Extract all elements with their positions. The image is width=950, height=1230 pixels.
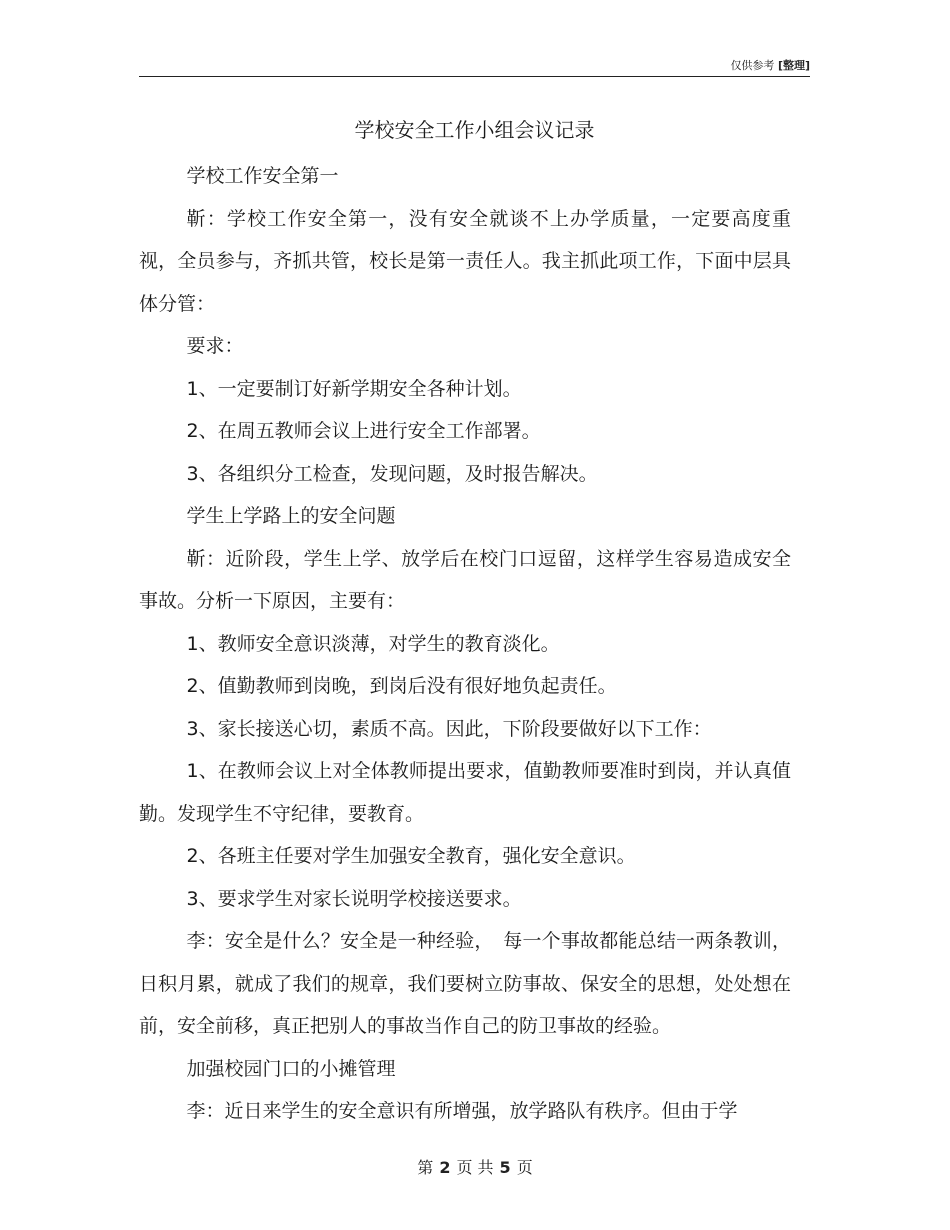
list-item: 1、一定要制订好新学期安全各种计划。 — [186, 377, 522, 400]
list-item: 3、各组织分工检查，发现问题，及时报告解决。 — [186, 462, 598, 485]
header-note-text: 仅供参考 — [730, 59, 775, 72]
header-divider — [139, 76, 810, 77]
section-heading: 加强校园门口的小摊管理 — [186, 1057, 396, 1080]
list-item: 1、在教师会议上对全体教师提出要求，值勤教师要准时到岗，并认真值勤。发现学生不守纪律，要教育。 — [139, 760, 791, 825]
total-page-number: 5 — [499, 1158, 511, 1177]
section-heading: 学生上学路上的安全问题 — [186, 505, 396, 527]
list-item: 3、要求学生对家长说明学校接送要求。 — [186, 887, 522, 910]
page-footer — [0, 1155, 950, 1178]
list-item: 3、家长接送心切，素质不高。因此，下阶段要做好以下工作： — [186, 717, 712, 740]
footer-prefix: 第 — [417, 1158, 434, 1177]
document-title: 学校安全工作小组会议记录 — [354, 118, 595, 142]
header-tag: [整理] — [777, 59, 810, 72]
document-body — [139, 155, 791, 1133]
list-item: 2、值勤教师到岗晚，到岗后没有很好地负起责任。 — [186, 675, 617, 697]
paragraph: 要求： — [186, 335, 244, 357]
header-note — [730, 57, 810, 73]
list-item: 1、教师安全意识淡薄，对学生的教育淡化。 — [186, 632, 560, 655]
paragraph: 李：安全是什么？安全是一种经验， 每一个事故都能总结一两条教训，日积月累，就成了我们的规章，我们要树立防事故、保安全的思想，处处想在前，安全前移，真正把别人的事故当作自己的防卫事故的经验。 — [139, 930, 791, 1037]
section-heading: 学校工作安全第一 — [186, 165, 339, 187]
current-page-number: 2 — [439, 1158, 451, 1177]
list-item: 2、各班主任要对学生加强安全教育，强化安全意识。 — [186, 845, 636, 867]
paragraph: 靳：学校工作安全第一，没有安全就谈不上办学质量，一定要高度重视，全员参与，齐抓共管，校长是第一责任人。我主抓此项工作，下面中层具体分管： — [139, 207, 791, 315]
paragraph: 靳：近阶段，学生上学、放学后在校门口逗留，这样学生容易造成安全事故。分析一下原因，主要有： — [139, 547, 791, 612]
paragraph: 李：近日来学生的安全意识有所增强，放学路队有秩序。但由于学 — [186, 1100, 738, 1122]
footer-suffix: 页 — [516, 1158, 533, 1177]
list-item: 2、在周五教师会议上进行安全工作部署。 — [186, 420, 541, 442]
footer-middle: 页 共 — [456, 1158, 494, 1177]
